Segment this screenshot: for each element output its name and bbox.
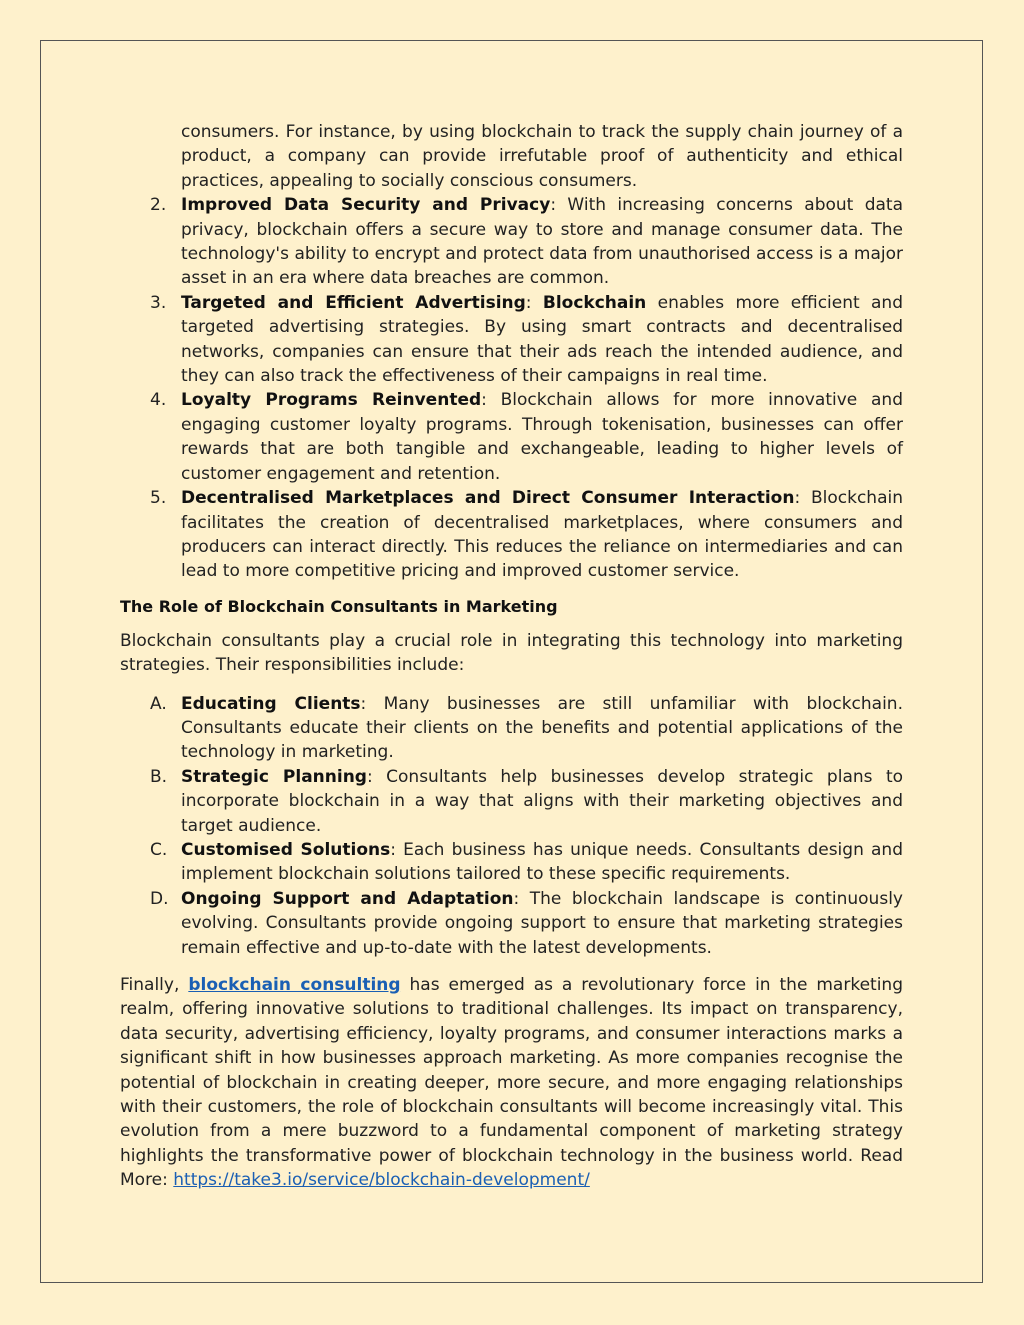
list-marker: 2. — [150, 195, 167, 216]
item-text: : Many businesses are still unfamiliar with blockchain. Consultants educate their clients on the benefits and potential applications of the technology in marketing. — [181, 693, 903, 763]
list-item — [120, 291, 903, 389]
item-title: Improved Data Security and Privacy — [181, 195, 551, 216]
section-heading: The Role of Blockchain Consultants in Marketing — [120, 596, 558, 616]
list-item — [120, 765, 903, 838]
final-body: has emerged as a revolutionary force in the marketing realm, offering innovative solutions to traditional challenges. Its impact on transparency, data security, advertising efficiency, loyalty programs, and consumer interactions marks a significant shift in how businesses approach marketing. As more companies recognise the potential of blockchain in creating deeper, more secure, and more engaging relationships with their customers, the role of blockchain consultants will become increasingly vital. This evolution from a mere buzzword to a fundamental component of marketing strategy highlights the transformative power of blockchain technology in the business world. Read More: — [120, 975, 903, 1191]
list-marker: A. — [150, 693, 167, 714]
list-item — [120, 193, 903, 291]
item-text: : Blockchain allows for more innovative and engaging customer loyalty programs. Through tokenisation, businesses can offer rewards that are both tangible and exchangeable, leading to higher levels of customer engagement and retention. — [181, 390, 903, 484]
blockchain-consulting-link[interactable]: blockchain consulting — [188, 975, 401, 995]
list-item — [120, 486, 903, 584]
item-text: : Blockchain facilitates the creation of decentralised marketplaces, where consumers and producers can interact directly. This reduces the reliance on intermediaries and can lead to more competitive pricing and improved customer service. — [181, 488, 903, 582]
item-text: : With increasing concerns about data privacy, blockchain offers a secure way to store and manage consumer data. The technology's ability to encrypt and protect data from unauthorised access is a major asset in an era where data breaches are common. — [181, 195, 903, 289]
item-title: Strategic Planning — [181, 766, 367, 787]
item-title-secondary: Blockchain — [542, 292, 647, 313]
list-marker: 4. — [150, 390, 167, 411]
item-text: : Consultants help businesses develop strategic plans to incorporate blockchain in a way that aligns with their marketing objectives and target audience. — [181, 766, 904, 836]
list-marker: C. — [150, 839, 168, 860]
list-item — [120, 692, 903, 765]
final-prefix: Finally, — [120, 975, 189, 995]
item-title: Loyalty Programs Reinvented — [181, 390, 482, 411]
list-marker: D. — [150, 888, 169, 909]
list-item — [120, 887, 903, 960]
item-text-secondary: enables more efficient and targeted advertising strategies. By using smart contracts and decentralised networks, companies can ensure that their ads reach the intended audience, and they can also track the effectiveness of their campaigns in real time. — [181, 292, 903, 387]
item-title: Decentralised Marketplaces and Direct Consumer Interaction — [181, 488, 795, 509]
final-paragraph — [120, 973, 903, 1193]
read-more-link[interactable]: https://take3.io/service/blockchain-development/ — [173, 1170, 590, 1191]
item-text: : The blockchain landscape is continuously evolving. Consultants provide ongoing support to ensure that marketing strategies remain effective and up-to-date with the latest developments. — [181, 888, 903, 958]
list-item — [120, 388, 903, 486]
list-item — [120, 838, 903, 887]
item-text: : — [525, 292, 543, 313]
list-marker: 5. — [150, 488, 167, 509]
numbered-list — [120, 193, 903, 584]
list-marker: B. — [150, 766, 168, 787]
item-title: Targeted and Efficient Advertising — [181, 292, 526, 313]
item-title: Educating Clients — [181, 693, 361, 714]
intro-paragraph: Blockchain consultants play a crucial role in integrating this technology into marketing strategies. Their responsibilities include: — [120, 630, 903, 676]
lettered-list — [120, 692, 903, 960]
item-text: : Each business has unique needs. Consultants design and implement blockchain solutions tailored to these specific requirements. — [181, 839, 903, 885]
document-body — [120, 120, 903, 1193]
continued-list-item: consumers. For instance, by using blockchain to track the supply chain journey of a product, a company can provide irrefutable proof of authenticity and ethical practices, appealing to socially conscious consumers. — [181, 122, 903, 191]
list-marker: 3. — [150, 292, 167, 313]
item-title: Customised Solutions — [181, 839, 391, 860]
item-title: Ongoing Support and Adaptation — [181, 888, 514, 909]
